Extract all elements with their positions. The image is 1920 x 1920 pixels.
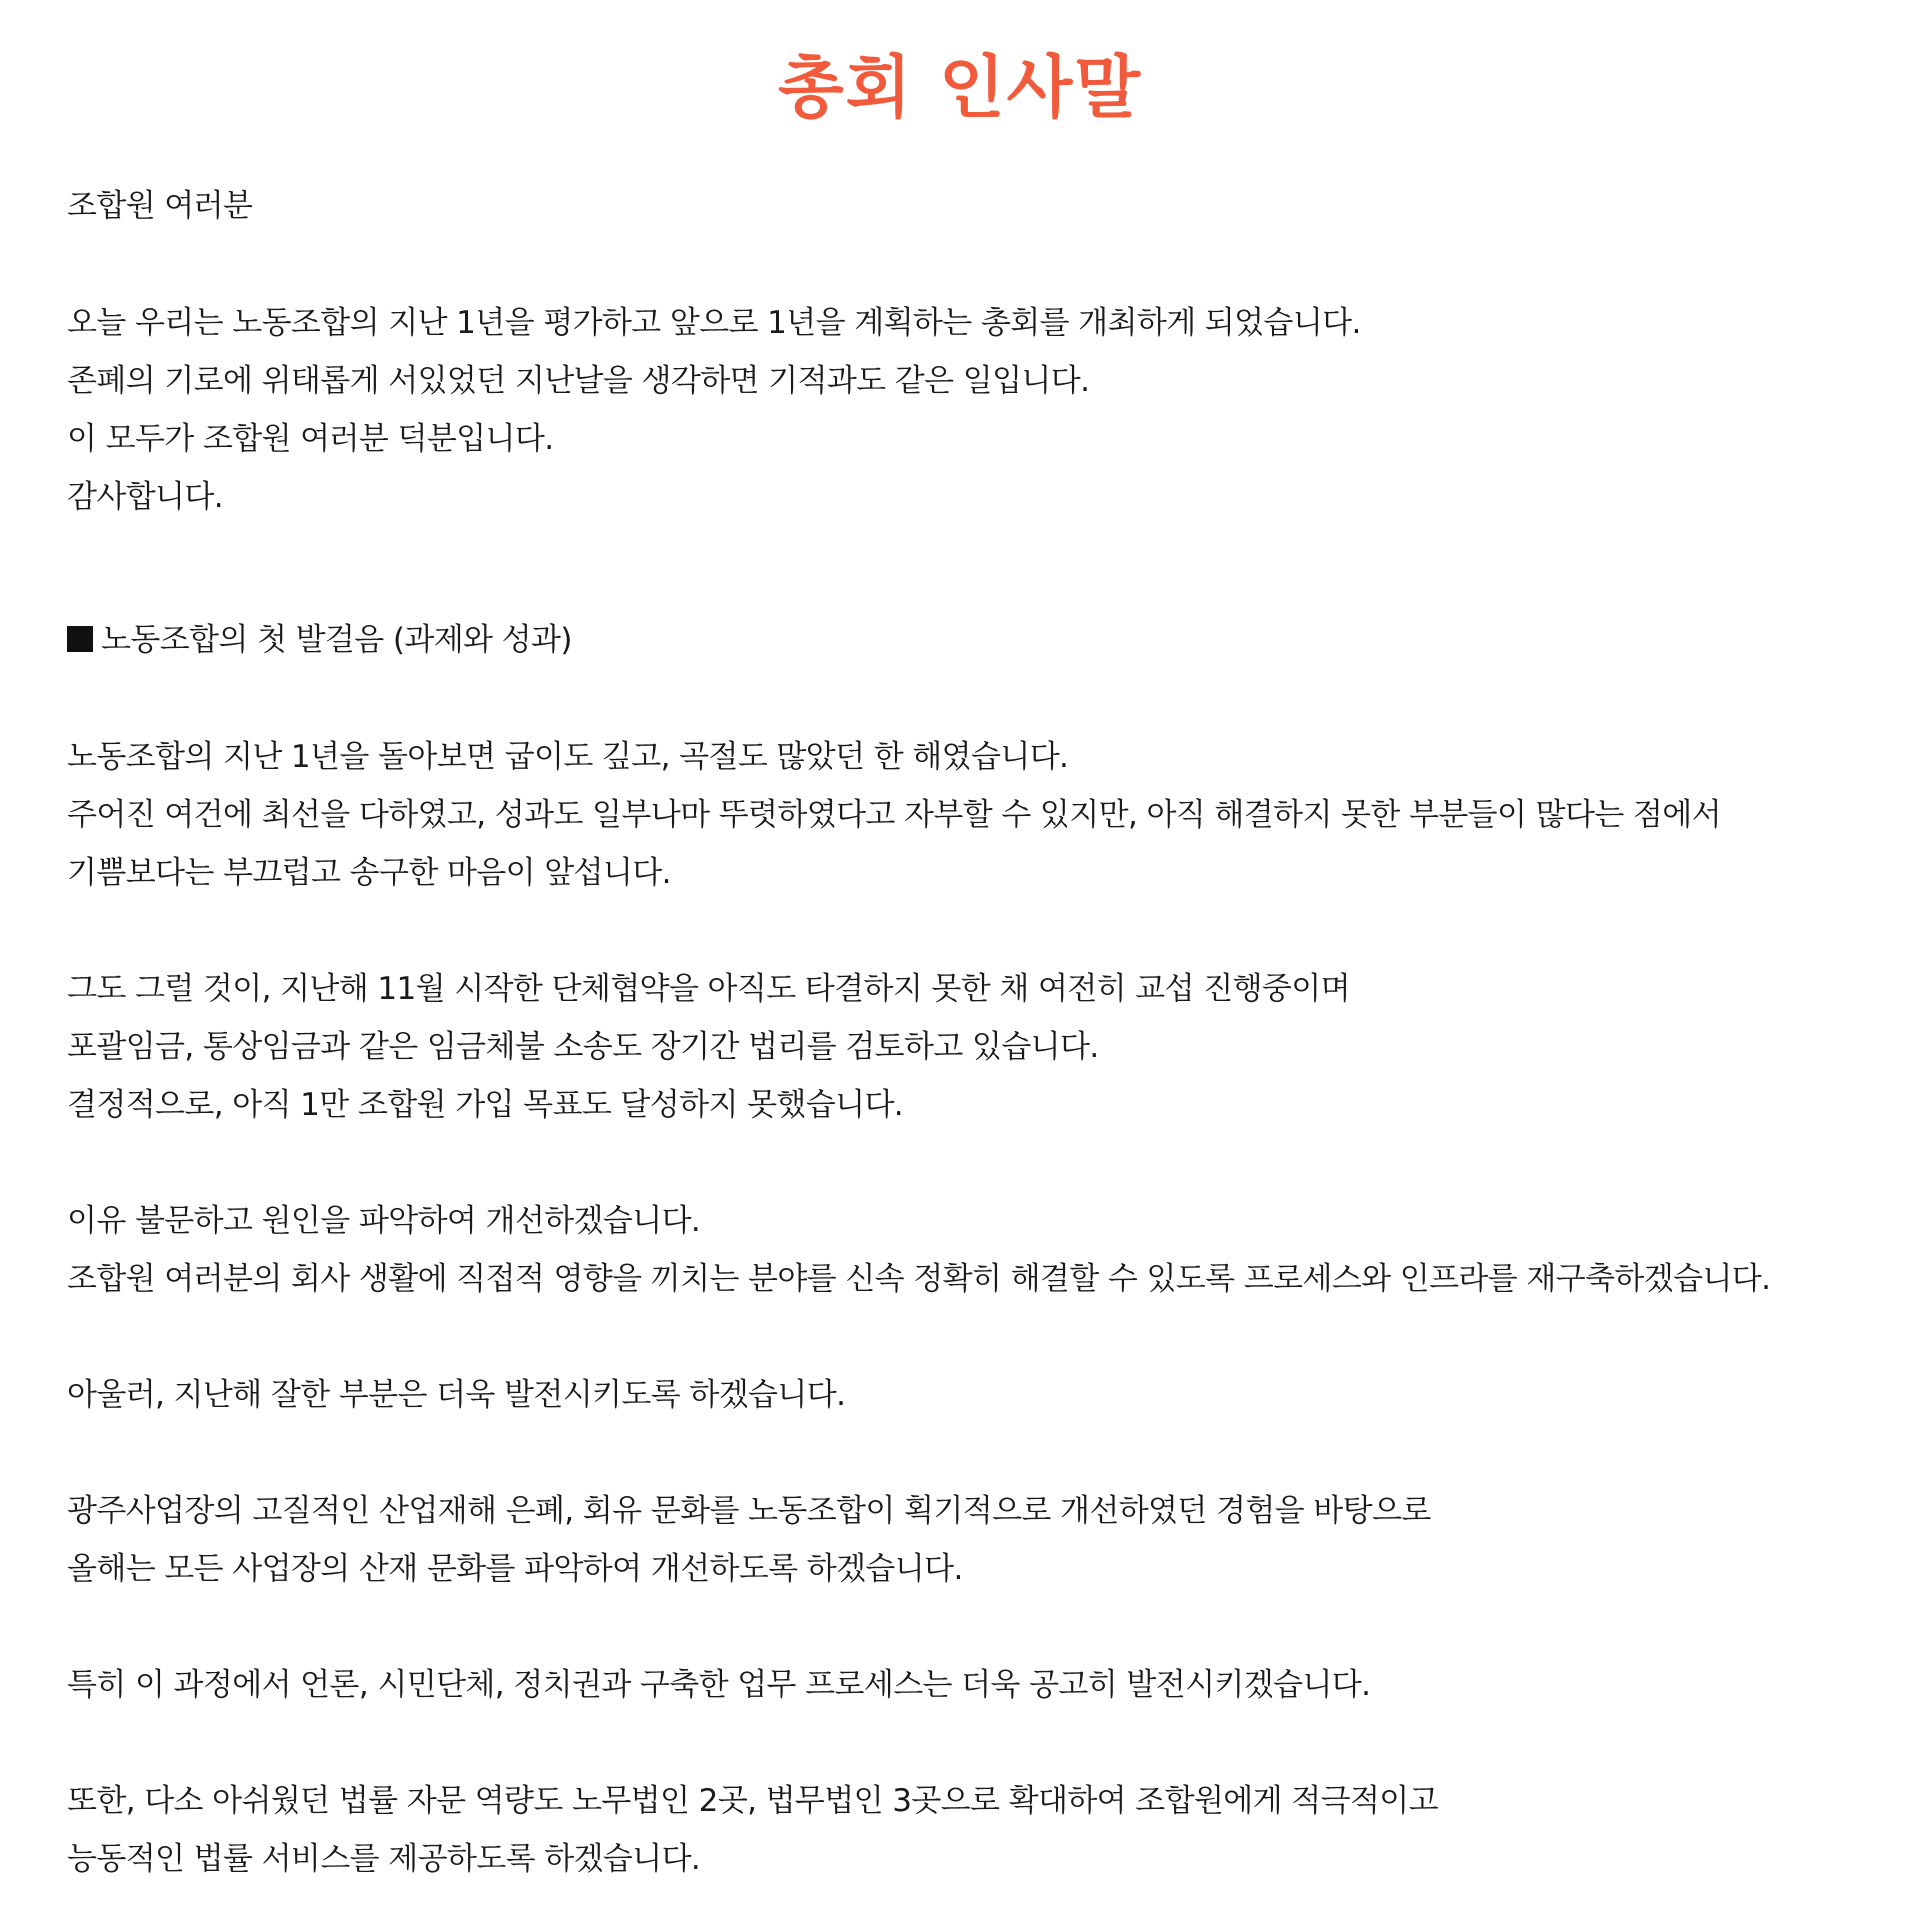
paragraph1-line-2: 주어진 여건에 최선을 다하였고, 성과도 일부나마 뚜렷하였다고 자부할 수 있지만, 아직 해결하지 못한 부분들이 많다는 점에서 xyxy=(67,797,1721,833)
paragraph2-line-2: 포괄임금, 통상임금과 같은 임금체불 소송도 장기간 법리를 검토하고 있습니다. xyxy=(67,1029,1099,1065)
section-heading xyxy=(67,620,572,660)
paragraph7-line-1: 또한, 다소 아쉬웠던 법률 자문 역량도 노무법인 2곳, 법무법인 3곳으로 확대하여 조합원에게 적극적이고 xyxy=(67,1783,1438,1819)
paragraph5-line-1: 광주사업장의 고질적인 산업재해 은폐, 회유 문화를 노동조합이 획기적으로 개선하였던 경험을 바탕으로 xyxy=(67,1493,1431,1529)
paragraph1-line-1: 노동조합의 지난 1년을 돌아보면 굽이도 깊고, 곡절도 많았던 한 해였습니다. xyxy=(67,739,1069,775)
section-heading-text: 노동조합의 첫 발걸음 (과제와 성과) xyxy=(101,622,572,658)
paragraph2-line-3: 결정적으로, 아직 1만 조합원 가입 목표도 달성하지 못했습니다. xyxy=(67,1087,904,1123)
paragraph3-line-2: 조합원 여러분의 회사 생활에 직접적 영향을 끼치는 분야를 신속 정확히 해결할 수 있도록 프로세스와 인프라를 재구축하겠습니다. xyxy=(67,1261,1771,1297)
intro-line-2: 존폐의 기로에 위태롭게 서있었던 지난날을 생각하면 기적과도 같은 일입니다. xyxy=(67,363,1090,399)
paragraph3-line-1: 이유 불문하고 원인을 파악하여 개선하겠습니다. xyxy=(67,1203,701,1239)
paragraph5-line-2: 올해는 모든 사업장의 산재 문화를 파악하여 개선하도록 하겠습니다. xyxy=(67,1551,963,1587)
page-title: 총회 인사말 xyxy=(777,49,1143,128)
intro-line-1: 오늘 우리는 노동조합의 지난 1년을 평가하고 앞으로 1년을 계획하는 총회를 개최하게 되었습니다. xyxy=(67,305,1361,341)
intro-line-4: 감사합니다. xyxy=(67,479,223,515)
black-square-icon xyxy=(67,626,93,652)
paragraph1-line-3: 기쁨보다는 부끄럽고 송구한 마음이 앞섭니다. xyxy=(67,855,671,891)
paragraph2-line-1: 그도 그럴 것이, 지난해 11월 시작한 단체협약을 아직도 타결하지 못한 채 여전히 교섭 진행중이며 xyxy=(67,971,1350,1007)
intro-line-3: 이 모두가 조합원 여러분 덕분입니다. xyxy=(67,421,554,457)
paragraph6-line-1: 특히 이 과정에서 언론, 시민단체, 정치권과 구축한 업무 프로세스는 더욱 공고히 발전시키겠습니다. xyxy=(67,1667,1371,1703)
paragraph7-line-2: 능동적인 법률 서비스를 제공하도록 하겠습니다. xyxy=(67,1841,701,1877)
paragraph4-line-1: 아울러, 지난해 잘한 부분은 더욱 발전시키도록 하겠습니다. xyxy=(67,1377,846,1413)
salutation: 조합원 여러분 xyxy=(67,188,253,224)
